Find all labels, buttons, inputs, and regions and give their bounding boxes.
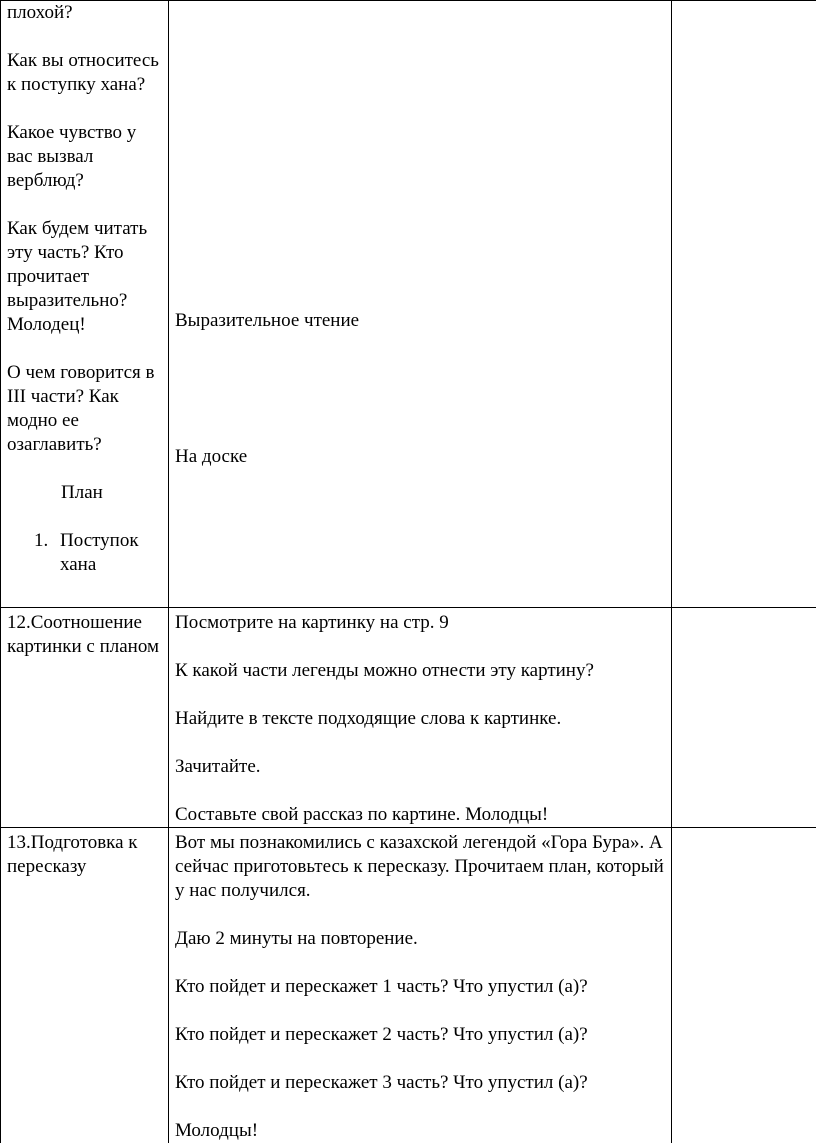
activity-text: Составьте свой рассказ по картине. Молодцы! (175, 803, 665, 827)
stage-cell (1, 608, 169, 828)
question-text: Какое чувство у вас вызвал верблюд? (7, 121, 162, 193)
stage-title: 13.Подготовка к пересказу (7, 831, 162, 879)
activity-text: Кто пойдет и перескажет 3 часть? Что упустил (а)? (175, 1071, 665, 1095)
question-text: О чем говорится в III части? Как модно ее озаглавить? (7, 361, 162, 457)
activity-text: Вот мы познакомились с казахской легендой «Гора Бура». А сейчас приготовьтесь к пересказу. Прочитаем план, который у нас получился. (175, 831, 665, 903)
question-text: Как вы относитесь к поступку хана? (7, 49, 162, 97)
stage-title: 12.Соотношение картинки с планом (7, 611, 162, 659)
activity-cell (169, 828, 672, 1143)
plan-title: План (7, 481, 162, 505)
stage-cell (1, 828, 169, 1143)
activity-text: К какой части легенды можно отнести эту картину? (175, 659, 665, 683)
activity-text: Посмотрите на картинку на стр. 9 (175, 611, 665, 635)
activity-cell (169, 608, 672, 828)
activity-text: На доске (175, 445, 665, 469)
activity-text: Найдите в тексте подходящие слова к картинке. (175, 707, 665, 731)
stage-cell (1, 1, 169, 608)
notes-cell (672, 608, 816, 828)
activity-text: Даю 2 минуты на повторение. (175, 927, 665, 951)
activity-cell (169, 1, 672, 608)
notes-cell (672, 1, 816, 608)
table-row (1, 608, 816, 828)
question-text: Как будем читать эту часть? Кто прочитает выразительно? Молодец! (7, 217, 162, 337)
activity-text: Кто пойдет и перескажет 1 часть? Что упустил (а)? (175, 975, 665, 999)
table-row (1, 1, 816, 608)
plan-list (7, 529, 162, 577)
table-row (1, 828, 816, 1143)
activity-text: Молодцы! (175, 1119, 665, 1143)
notes-cell (672, 828, 816, 1143)
activity-text: Кто пойдет и перескажет 2 часть? Что упустил (а)? (175, 1023, 665, 1047)
activity-text: Выразительное чтение (175, 309, 665, 333)
plan-item-text: Поступок хана (60, 529, 162, 577)
plan-item-number: 1. (34, 529, 60, 577)
activity-text: Зачитайте. (175, 755, 665, 779)
question-text: плохой? (7, 1, 162, 25)
plan-item (34, 529, 162, 577)
